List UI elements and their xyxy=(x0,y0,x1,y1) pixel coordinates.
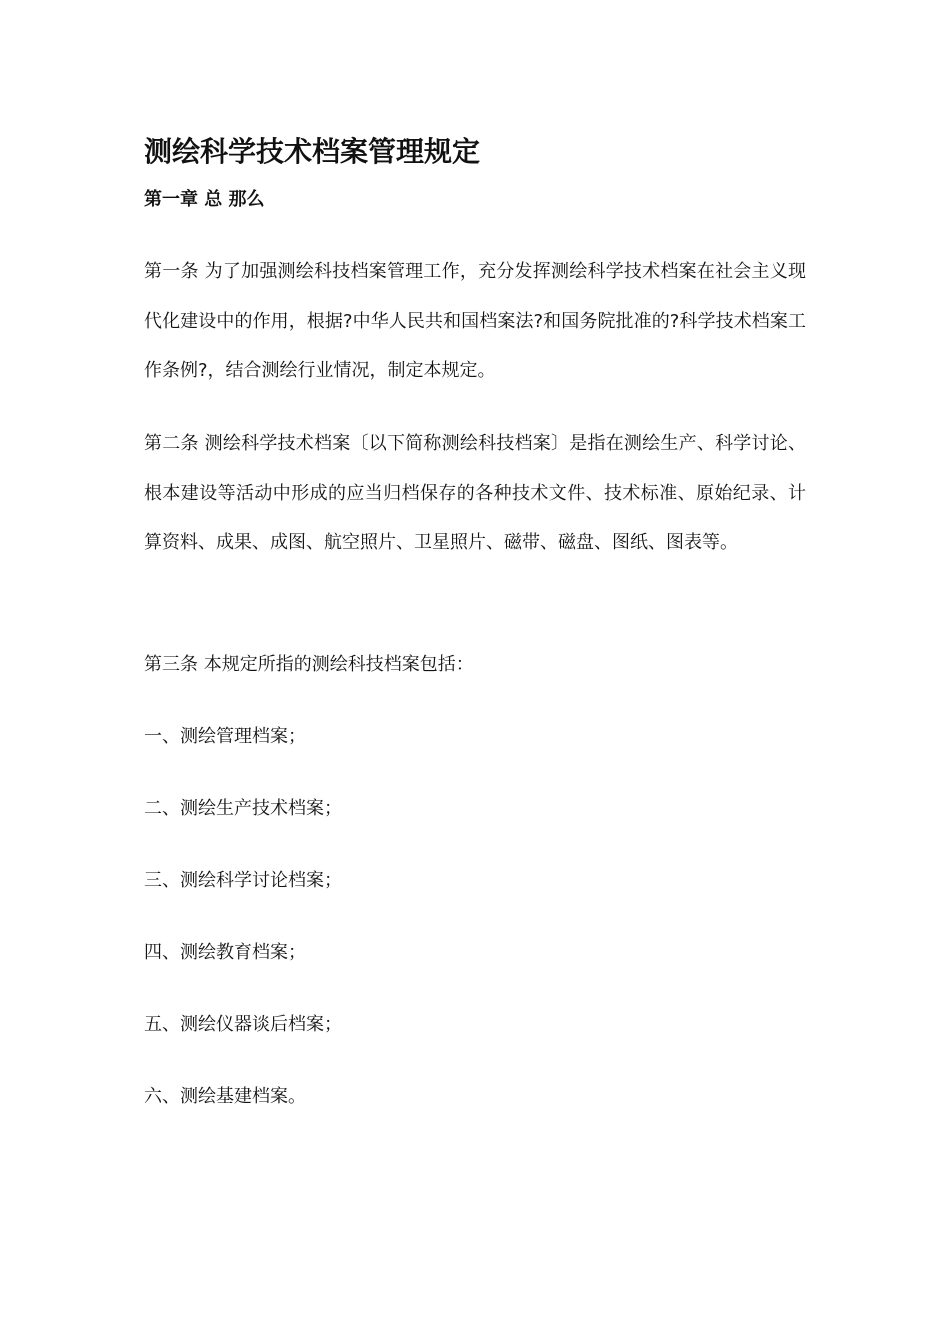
list-item: 五、测绘仪器谈后档案； xyxy=(144,1014,342,1035)
list-item: 二、测绘生产技术档案； xyxy=(144,798,342,819)
article-2-paragraph: 第二条 测绘科学技术档案〔以下简称测绘科技档案〕是指在测绘生产、科学讨论、根本建设等活动中形成的应当归档保存的各种技术文件、技术标准、原始纪录、计算资料、成果、成图、航空照片、卫星照片、磁带、磁盘、图纸、图表等。 xyxy=(144,433,806,553)
document-title: 测绘科学技术档案管理规定 xyxy=(144,135,481,168)
list-item: 四、测绘教育档案； xyxy=(144,942,306,963)
list-item: 六、测绘基建档案。 xyxy=(144,1086,306,1107)
list-item: 一、测绘管理档案； xyxy=(144,726,306,747)
article-1-paragraph: 第一条 为了加强测绘科技档案管理工作，充分发挥测绘科学技术档案在社会主义现代化建设中的作用，根据?中华人民共和国档案法?和国务院批准的?科学技术档案工作条例?，结合测绘行业情况，制定本规定。 xyxy=(144,261,806,381)
article-3-paragraph: 第三条 本规定所指的测绘科技档案包括： xyxy=(144,654,474,675)
chapter-heading: 第一章 总 那么 xyxy=(144,189,265,210)
list-item: 三、测绘科学讨论档案； xyxy=(144,870,342,891)
